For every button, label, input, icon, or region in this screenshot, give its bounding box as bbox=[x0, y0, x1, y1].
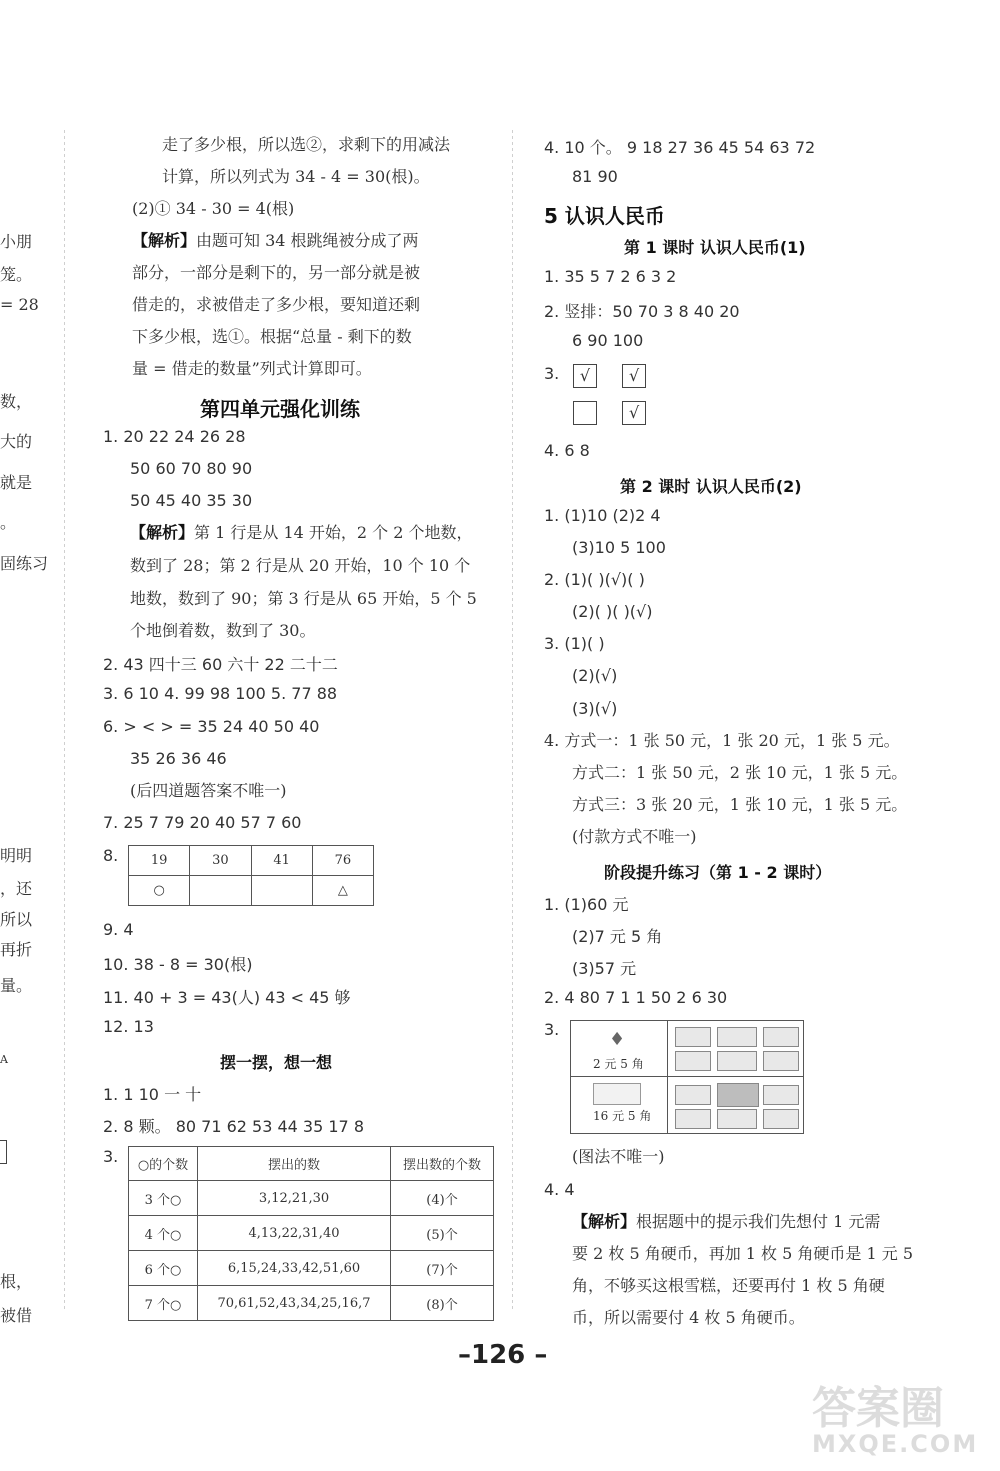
check-box: √ bbox=[622, 401, 646, 425]
note-line: (付款方式不唯一) bbox=[572, 827, 697, 846]
answer-line: 4. 10 个。 9 18 27 36 45 54 63 72 bbox=[544, 138, 816, 157]
table-cell: 19 bbox=[129, 846, 190, 876]
check-box: √ bbox=[622, 364, 646, 388]
banknote-icon bbox=[763, 1085, 799, 1105]
page-number: –126 – bbox=[458, 1340, 548, 1370]
banknote-icon bbox=[675, 1051, 711, 1071]
price-label: 16 元 5 角 bbox=[593, 1109, 652, 1123]
watermark-logo: 答案圈 bbox=[812, 1383, 944, 1434]
table-cell: 76 bbox=[312, 846, 373, 876]
answer-line: 4. 方式一：1 张 50 元，1 张 20 元，1 张 5 元。 bbox=[544, 731, 900, 750]
answer-line: 方式二：1 张 50 元，2 张 10 元，1 张 5 元。 bbox=[572, 763, 908, 782]
table-cell: 4,13,22,31,40 bbox=[198, 1216, 391, 1251]
price-label: 2 元 5 角 bbox=[593, 1057, 644, 1071]
analysis-text: 根据题中的提示我们先想付 1 元需 bbox=[636, 1212, 881, 1231]
answer-line: 50 45 40 35 30 bbox=[130, 491, 253, 510]
analysis-line bbox=[572, 1212, 880, 1232]
strip-text: 小朋 bbox=[0, 232, 33, 251]
answer-line: 2. (1)( )(√)( ) bbox=[544, 570, 645, 589]
strip-text: 量。 bbox=[0, 976, 33, 995]
table-cell: (4)个 bbox=[391, 1181, 494, 1216]
lesson-title: 第 1 课时 认识人民币(1) bbox=[624, 238, 806, 257]
banknote-icon bbox=[717, 1051, 757, 1071]
strip-text: A bbox=[0, 1053, 8, 1066]
table-cell: 6,15,24,33,42,51,60 bbox=[198, 1251, 391, 1286]
strip-text: 。 bbox=[0, 513, 17, 532]
analysis-tag: 【解析】 bbox=[572, 1212, 637, 1231]
answer-line: 35 26 36 46 bbox=[130, 749, 227, 768]
answer-line: 量 = 借走的数量”列式计算即可。 bbox=[132, 359, 372, 378]
answer-line: 角，不够买这根雪糕，还要再付 1 枚 5 角硬 bbox=[572, 1276, 885, 1295]
analysis-tag: 【解析】 bbox=[130, 523, 195, 542]
table-cell: 4 个○ bbox=[129, 1216, 198, 1251]
table-cell: 30 bbox=[190, 846, 251, 876]
figure-divider bbox=[667, 1021, 668, 1133]
answer-line: 11. 40 + 3 = 43(人) 43 < 45 够 bbox=[103, 988, 351, 1007]
answer-line: 1. (1)10 (2)2 4 bbox=[544, 506, 661, 525]
answer-line: 3. 6 10 4. 99 98 100 5. 77 88 bbox=[103, 684, 338, 703]
question-number: 3. bbox=[544, 1020, 560, 1039]
table-cell bbox=[251, 876, 312, 906]
answer-line: (3)10 5 100 bbox=[572, 538, 666, 557]
table-cell: (5)个 bbox=[391, 1216, 494, 1251]
answer-line: 部分，一部分是剩下的，另一部分就是被 bbox=[132, 263, 421, 282]
analysis-tag: 【解析】 bbox=[132, 231, 197, 250]
strip-text: 笼。 bbox=[0, 265, 33, 284]
banknote-icon bbox=[717, 1109, 757, 1129]
answer-line: 要 2 枚 5 角硬币，再加 1 枚 5 角硬币是 1 元 5 bbox=[572, 1244, 914, 1263]
answer-line: 4. 4 bbox=[544, 1180, 575, 1199]
question-number: 3. bbox=[103, 1147, 119, 1166]
answer-line: 50 60 70 80 90 bbox=[130, 459, 253, 478]
answer-line: (2)(√) bbox=[572, 666, 618, 685]
answer-line: (2)① 34 - 30 = 4(根) bbox=[132, 199, 295, 218]
strip-text: 再折 bbox=[0, 940, 33, 959]
answer-line: 12. 13 bbox=[103, 1017, 154, 1036]
toy-icon bbox=[593, 1083, 641, 1105]
answer-line: 币，所以需要付 4 枚 5 角硬币。 bbox=[572, 1308, 805, 1327]
section-title: 摆一摆，想一想 bbox=[220, 1053, 333, 1072]
table-cell: 6 个○ bbox=[129, 1251, 198, 1286]
s3-table bbox=[128, 1146, 494, 1321]
table-cell: 70,61,52,43,34,25,16,7 bbox=[198, 1286, 391, 1321]
table-header: ○的个数 bbox=[129, 1147, 198, 1181]
money-figure bbox=[570, 1020, 804, 1134]
answer-line: 2. 43 四十三 60 六十 22 二十二 bbox=[103, 655, 338, 674]
answer-line: (3)(√) bbox=[572, 699, 618, 718]
analysis-text: 由题可知 34 根跳绳被分成了两 bbox=[196, 231, 419, 250]
answer-line: 9. 4 bbox=[103, 920, 134, 939]
answer-line: 走了多少根，所以选②，求剩下的用减法 bbox=[162, 135, 451, 154]
table-cell: 3 个○ bbox=[129, 1181, 198, 1216]
answer-line: 1. 20 22 24 26 28 bbox=[103, 427, 246, 446]
check-box bbox=[573, 401, 597, 425]
table-cell bbox=[190, 876, 251, 906]
table-row bbox=[129, 1251, 494, 1286]
watermark-url: MXQE.COM bbox=[812, 1430, 979, 1458]
answer-line: 计算，所以列式为 34 - 4 = 30(根)。 bbox=[162, 167, 430, 186]
answer-line: 地数，数到了 90；第 3 行是从 65 开始，5 个 5 bbox=[130, 589, 477, 608]
unit-title: 第四单元强化训练 bbox=[200, 397, 360, 421]
answer-line: 1. 1 10 一 十 bbox=[103, 1085, 202, 1104]
answer-line: 6 90 100 bbox=[572, 331, 644, 350]
ice-cream-icon: ♦ bbox=[609, 1029, 626, 1050]
answer-line: 10. 38 - 8 = 30(根) bbox=[103, 955, 253, 974]
banknote-icon bbox=[717, 1083, 759, 1107]
analysis-line bbox=[132, 231, 419, 251]
answer-line: 下多少根，选①。根据“总量 - 剩下的数 bbox=[132, 327, 412, 346]
answer-line: 3. (1)( ) bbox=[544, 634, 605, 653]
note-line: (图法不唯一) bbox=[572, 1147, 665, 1166]
table-cell: 41 bbox=[251, 846, 312, 876]
figure-divider bbox=[571, 1076, 803, 1077]
strip-box bbox=[0, 1140, 7, 1164]
table-cell: 3,12,21,30 bbox=[198, 1181, 391, 1216]
strip-text: 明明 bbox=[0, 846, 33, 865]
chapter-title: 5 认识人民币 bbox=[544, 204, 665, 228]
strip-text: 被借 bbox=[0, 1306, 33, 1325]
table-cell: (8)个 bbox=[391, 1286, 494, 1321]
banknote-icon bbox=[717, 1027, 757, 1047]
table-cell: 7 个○ bbox=[129, 1286, 198, 1321]
strip-text: ，还 bbox=[0, 879, 33, 898]
table-row bbox=[129, 1216, 494, 1251]
banknote-icon bbox=[763, 1109, 799, 1129]
q8-table bbox=[128, 845, 374, 906]
stage-title: 阶段提升练习（第 1 - 2 课时） bbox=[604, 863, 832, 882]
answer-line: 2. 8 颗。 80 71 62 53 44 35 17 8 bbox=[103, 1117, 365, 1136]
answer-line: (2)7 元 5 角 bbox=[572, 927, 663, 946]
banknote-icon bbox=[675, 1085, 711, 1105]
answer-line: (3)57 元 bbox=[572, 959, 637, 978]
answer-line: 数到了 28；第 2 行是从 20 开始，10 个 10 个 bbox=[130, 556, 471, 575]
check-box: √ bbox=[573, 364, 597, 388]
strip-text: 所以 bbox=[0, 910, 33, 929]
answer-line: 1. 35 5 7 2 6 3 2 bbox=[544, 267, 677, 286]
strip-text: 固练习 bbox=[0, 554, 49, 573]
strip-text: = 28 bbox=[0, 295, 39, 314]
answer-line: 个地倒着数，数到了 30。 bbox=[130, 621, 316, 640]
banknote-icon bbox=[675, 1027, 711, 1047]
answer-line: 4. 6 8 bbox=[544, 441, 590, 460]
strip-text: 就是 bbox=[0, 473, 33, 492]
table-row bbox=[129, 1286, 494, 1321]
analysis-line bbox=[130, 523, 473, 543]
answer-line: 7. 25 7 79 20 40 57 7 60 bbox=[103, 813, 302, 832]
table-row bbox=[129, 1181, 494, 1216]
answer-line: (2)( )( )(√) bbox=[572, 602, 653, 621]
question-number: 3. bbox=[544, 364, 560, 383]
banknote-icon bbox=[675, 1109, 711, 1129]
answer-line: 借走的，求被借走了多少根，要知道还剩 bbox=[132, 295, 421, 314]
question-number: 8. bbox=[103, 846, 119, 865]
banknote-icon bbox=[763, 1027, 799, 1047]
table-cell: △ bbox=[312, 876, 373, 906]
lesson-title: 第 2 课时 认识人民币(2) bbox=[620, 477, 802, 496]
checkbox-row bbox=[573, 364, 646, 388]
note-line: (后四道题答案不唯一) bbox=[130, 781, 287, 800]
answer-line: 81 90 bbox=[572, 167, 618, 186]
table-cell: (7)个 bbox=[391, 1251, 494, 1286]
answer-line: 2. 竖排：50 70 3 8 40 20 bbox=[544, 302, 740, 321]
answer-line: 2. 4 80 7 1 1 50 2 6 30 bbox=[544, 988, 728, 1007]
checkbox-row bbox=[573, 401, 646, 425]
table-cell: ○ bbox=[129, 876, 190, 906]
banknote-icon bbox=[763, 1051, 799, 1071]
table-header: 摆出的数 bbox=[198, 1147, 391, 1181]
strip-text: 根， bbox=[0, 1272, 33, 1291]
answer-line: 6. > < > = 35 24 40 50 40 bbox=[103, 717, 320, 736]
column-separator bbox=[512, 130, 513, 1310]
table-header: 摆出数的个数 bbox=[391, 1147, 494, 1181]
answer-line: 1. (1)60 元 bbox=[544, 895, 629, 914]
analysis-text: 第 1 行是从 14 开始，2 个 2 个地数， bbox=[194, 523, 473, 542]
strip-text: 数， bbox=[0, 392, 33, 411]
column-separator bbox=[64, 130, 65, 1310]
answer-line: 方式三：3 张 20 元，1 张 10 元，1 张 5 元。 bbox=[572, 795, 908, 814]
strip-text: 大的 bbox=[0, 432, 33, 451]
